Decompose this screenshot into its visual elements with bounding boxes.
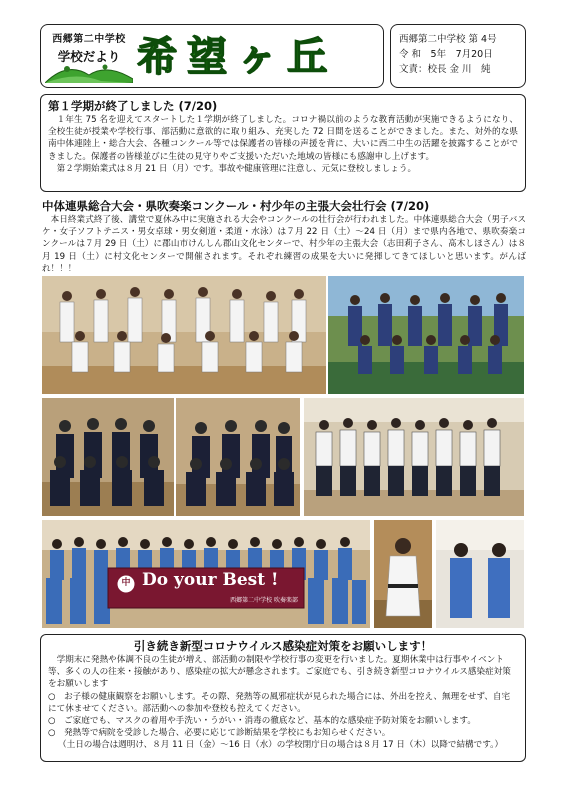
issue-date: 令 和 5年 7月20日 <box>399 49 493 60</box>
banner-subtitle: 西郷第二中学校 吹奏楽部 <box>230 597 298 604</box>
send-off-paragraph: 本日終業式終了後、講堂で夏休み中に実施される大会やコンクールの壮行会が行われました。中体連県総合大会（男子バスケ・女子ソフトテニス・男女卓球・男女剣道・柔道・水泳）は７月 22 日（土）～24 日（月）まで県内各地で、県吹奏楽コンクールは７月 29 日（土）に郡山市けんしん郡山文化センターで、村少年の主張大会（志田莉子さん、髙木しほさん）は８月 19 日（土）に村文化センターで開催されます。それぞれ練習の成果を大いに発揮してきてほしいと思います。がんばれ！！！ <box>42 215 526 274</box>
banner-mark: 中 <box>121 578 131 588</box>
judo-student-photo <box>374 520 432 628</box>
newsletter-type: 学校だより <box>57 49 121 64</box>
kendo-girls-photo <box>176 398 300 516</box>
send-off-title: 中体連県総合大会・県吹奏楽コンクール・村少年の主張大会壮行会 (7/20) <box>42 199 430 213</box>
covid-item-2: ○ ご家庭でも、マスクの着用や手洗い・うがい・消毒の徹底など、基本的な感染症予防対策をお願いします。 <box>48 716 476 727</box>
covid-item-1: ○ お子様の健康観察をお願いします。その際、発熱等の風邪症状が見られた場合には、外出を控え、無理をせず、自宅にて休ませてください。部活動への参加や登校も控えてください。 <box>48 691 511 714</box>
covid-item-3: ○ 発熱等で病院を受診した場合、必要に応じて診断結果を学校にもお知らせください。 <box>48 728 391 739</box>
table-tennis-team-photo <box>304 398 524 516</box>
issue-number: 西郷第二中学校 第 4号 <box>399 34 497 45</box>
speech-contest-photo <box>436 520 524 628</box>
banner-slogan: Do your Best ! <box>142 570 279 590</box>
hills-illustration <box>45 57 133 83</box>
covid-closing-note: （土日の場合は週明け、８月 11 日（金）～16 日（水）の学校閉庁日の場合は８月 17 日（木）以降で結構です。） <box>58 740 504 751</box>
covid-notice-title: 引き続き新型コロナウイルス感染症対策をお願いします！ <box>133 639 433 653</box>
issue-author: 文責：校長 金 川 純 <box>399 64 491 75</box>
school-name: 西郷第二中学校 <box>52 34 126 45</box>
send-off-section <box>42 199 526 275</box>
covid-notice-paragraph: 学期末に発熱や体調不良の生徒が増え、部活動の制限や学校行事の変更を行いました。夏期休業中は行事やイベント等、多くの人の往来・接触があり、感染症の拡大が懸念されます。ご家庭でも、引き続き新型コロナウイルス感染症対策をお願いします <box>48 655 511 690</box>
photo-collage <box>42 276 524 628</box>
term-end-title: 第１学期が終了しました (7/20) <box>48 99 218 113</box>
covid-notice-section <box>40 634 526 762</box>
kendo-boys-photo <box>42 398 174 516</box>
term-start-paragraph: 第２学期始業式は８月 21 日（月）です。事故や健康管理に注意し、元気に登校しましょう。 <box>56 163 417 174</box>
term-end-paragraph: １年生 75 名を迎えてスタートした１学期が終了しました。コロナ禍以前のような教育活動が実施できるようになり、全校生徒が授業や学校行事、部活動に意欲的に取り組み、充実した 72 日間を送ることができました。また、対外的な県南中体連陸上・総合大会、各種コンクール等では保護者の皆様の声援を背に、大いに西二中生の活躍を披露することができました。保護者の皆様並びに生徒の見守りやご支援いただいた地域の皆様にも感謝申し上げます。 <box>48 115 518 162</box>
do-your-best-banner <box>108 568 304 608</box>
newsletter-header <box>40 24 526 88</box>
basketball-team-photo <box>42 276 326 394</box>
term-end-section <box>40 94 526 192</box>
tennis-team-photo <box>328 276 524 394</box>
masthead <box>40 24 384 88</box>
newsletter-title: 希望ヶ丘 <box>137 33 337 80</box>
issue-info <box>390 24 526 88</box>
